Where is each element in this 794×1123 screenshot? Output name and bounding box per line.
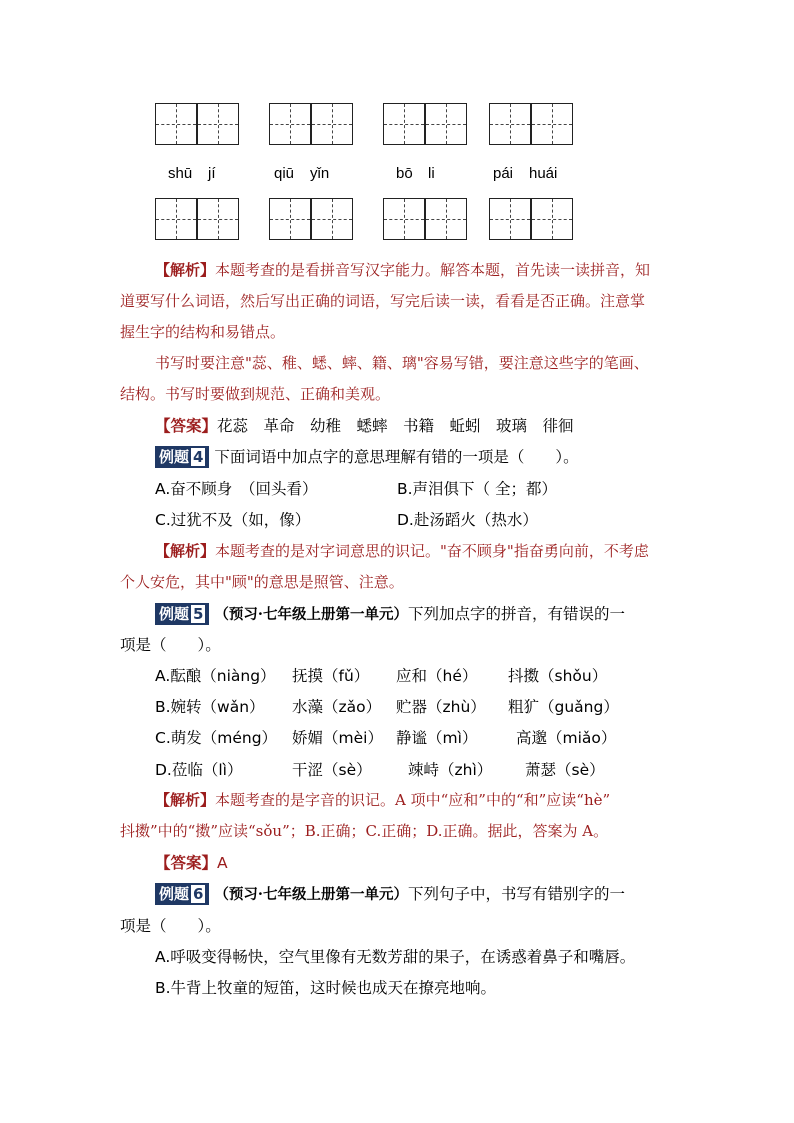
q5-option-b-3: 贮器（zhù） — [396, 698, 486, 716]
example-tag: 例题 6 — [155, 883, 209, 905]
q4-option-a: A.奋不顾身 （回头看） — [155, 480, 318, 498]
source-note: （预习·七年级上册第一单元） — [214, 886, 408, 903]
q3-analysis-line-4: 书写时要注意"蕊、稚、蟋、蟀、籍、璃"容易写错，要注意这些字的笔画、 — [155, 354, 649, 372]
pinyin-6: li — [428, 165, 435, 182]
q5-analysis-line-1: 【解析】本题考查的是字音的识记。A 项中“应和”中的“和”应读“hè” — [155, 791, 611, 809]
q5-option-a-4: 抖擞（shǒu） — [508, 667, 608, 685]
pinyin-2: jí — [208, 165, 216, 182]
q5-option-d-2: 干涩（sè） — [292, 761, 372, 779]
q3-analysis-line-2: 道要写什么词语，然后写出正确的词语，写完后读一读，看看是否正确。注意掌 — [120, 292, 646, 310]
pinyin-5: bō — [396, 165, 413, 182]
writing-grid-row-1 — [155, 103, 585, 145]
q3-analysis-line-5: 结构。书写时要做到规范、正确和美观。 — [120, 385, 391, 403]
writing-grid-row-2 — [155, 198, 585, 240]
analysis-label: 【解析】 — [155, 261, 216, 279]
q5-option-a-1: A.酝酿（niàng） — [155, 667, 276, 685]
q4-option-d: D.赴汤蹈火（热水） — [397, 511, 538, 529]
q4-analysis-line-2: 个人安危，其中"顾"的意思是照管、注意。 — [120, 573, 404, 591]
q4-stem — [155, 445, 579, 468]
example-tag: 例题 4 — [155, 446, 209, 468]
q5-option-b-1: B.婉转（wǎn） — [155, 698, 265, 716]
q5-option-c-4: 高邈（miǎo） — [516, 729, 617, 747]
source-note: （预习·七年级上册第一单元） — [214, 606, 408, 623]
q5-option-a-3: 应和（hé） — [396, 667, 478, 685]
q4-analysis-line-1: 【解析】本题考查的是对字词意思的识记。"奋不顾身"指奋勇向前，不考虑 — [155, 542, 649, 560]
q5-analysis-line-2: 抖擞”中的“擞”应读“sǒu”；B.正确；C.正确；D.正确。据此，答案为 A。 — [120, 822, 609, 840]
pinyin-7: pái — [493, 165, 514, 182]
pinyin-4: yǐn — [310, 165, 330, 182]
answer-text: 花蕊 革命 幼稚 蟋蟀 书籍 蚯蚓 玻璃 徘徊 — [217, 417, 574, 435]
q4-option-c: C.过犹不及（如，像） — [155, 511, 311, 529]
answer-label: 【答案】 — [155, 417, 218, 435]
q6-stem-line-2: 项是（ ）。 — [120, 917, 221, 935]
q5-option-c-3: 静谧（mì） — [396, 729, 478, 747]
q5-option-a-2: 抚摸（fǔ） — [292, 667, 370, 685]
example-tag: 例题 5 — [155, 603, 209, 625]
pinyin-1: shū — [168, 165, 193, 182]
q5-option-d-1: D.莅临（lì） — [155, 761, 243, 779]
q4-option-b: B.声泪俱下（ 全；都） — [397, 480, 557, 498]
q6-stem-line-1: 例题 6 （预习·七年级上册第一单元）下列句子中，书写有错别字的一 — [155, 882, 625, 905]
q5-option-c-1: C.萌发（méng） — [155, 729, 278, 747]
q3-answer — [155, 414, 574, 436]
q5-option-b-4: 粗犷（guǎng） — [508, 698, 619, 716]
q5-stem-line-1: 例题 5 （预习·七年级上册第一单元）下列加点字的拼音，有错误的一 — [155, 602, 625, 625]
question-text: 下面词语中加点字的意思理解有错的一项是（ ）。 — [214, 448, 579, 466]
q5-option-b-2: 水藻（zǎo） — [292, 698, 382, 716]
q6-option-b: B.牛背上牧童的短笛，这时候也成天在撩亮地响。 — [155, 979, 497, 997]
q5-option-d-3: 竦峙（zhì） — [408, 761, 493, 779]
q5-stem-line-2: 项是（ ）。 — [120, 636, 221, 654]
q5-option-d-4: 萧瑟（sè） — [525, 761, 605, 779]
q5-option-c-2: 娇媚（mèi） — [292, 729, 383, 747]
q5-answer: 【答案】A — [155, 854, 228, 872]
q6-option-a: A.呼吸变得畅快，空气里像有无数芳甜的果子，在诱惑着鼻子和嘴唇。 — [155, 948, 636, 966]
pinyin-8: huái — [529, 165, 558, 182]
q3-analysis-line-3: 握生字的结构和易错点。 — [120, 323, 286, 341]
pinyin-3: qiū — [274, 165, 295, 182]
q3-analysis-line-1: 【解析】本题考查的是看拼音写汉字能力。解答本题，首先读一读拼音，知 — [155, 261, 651, 279]
